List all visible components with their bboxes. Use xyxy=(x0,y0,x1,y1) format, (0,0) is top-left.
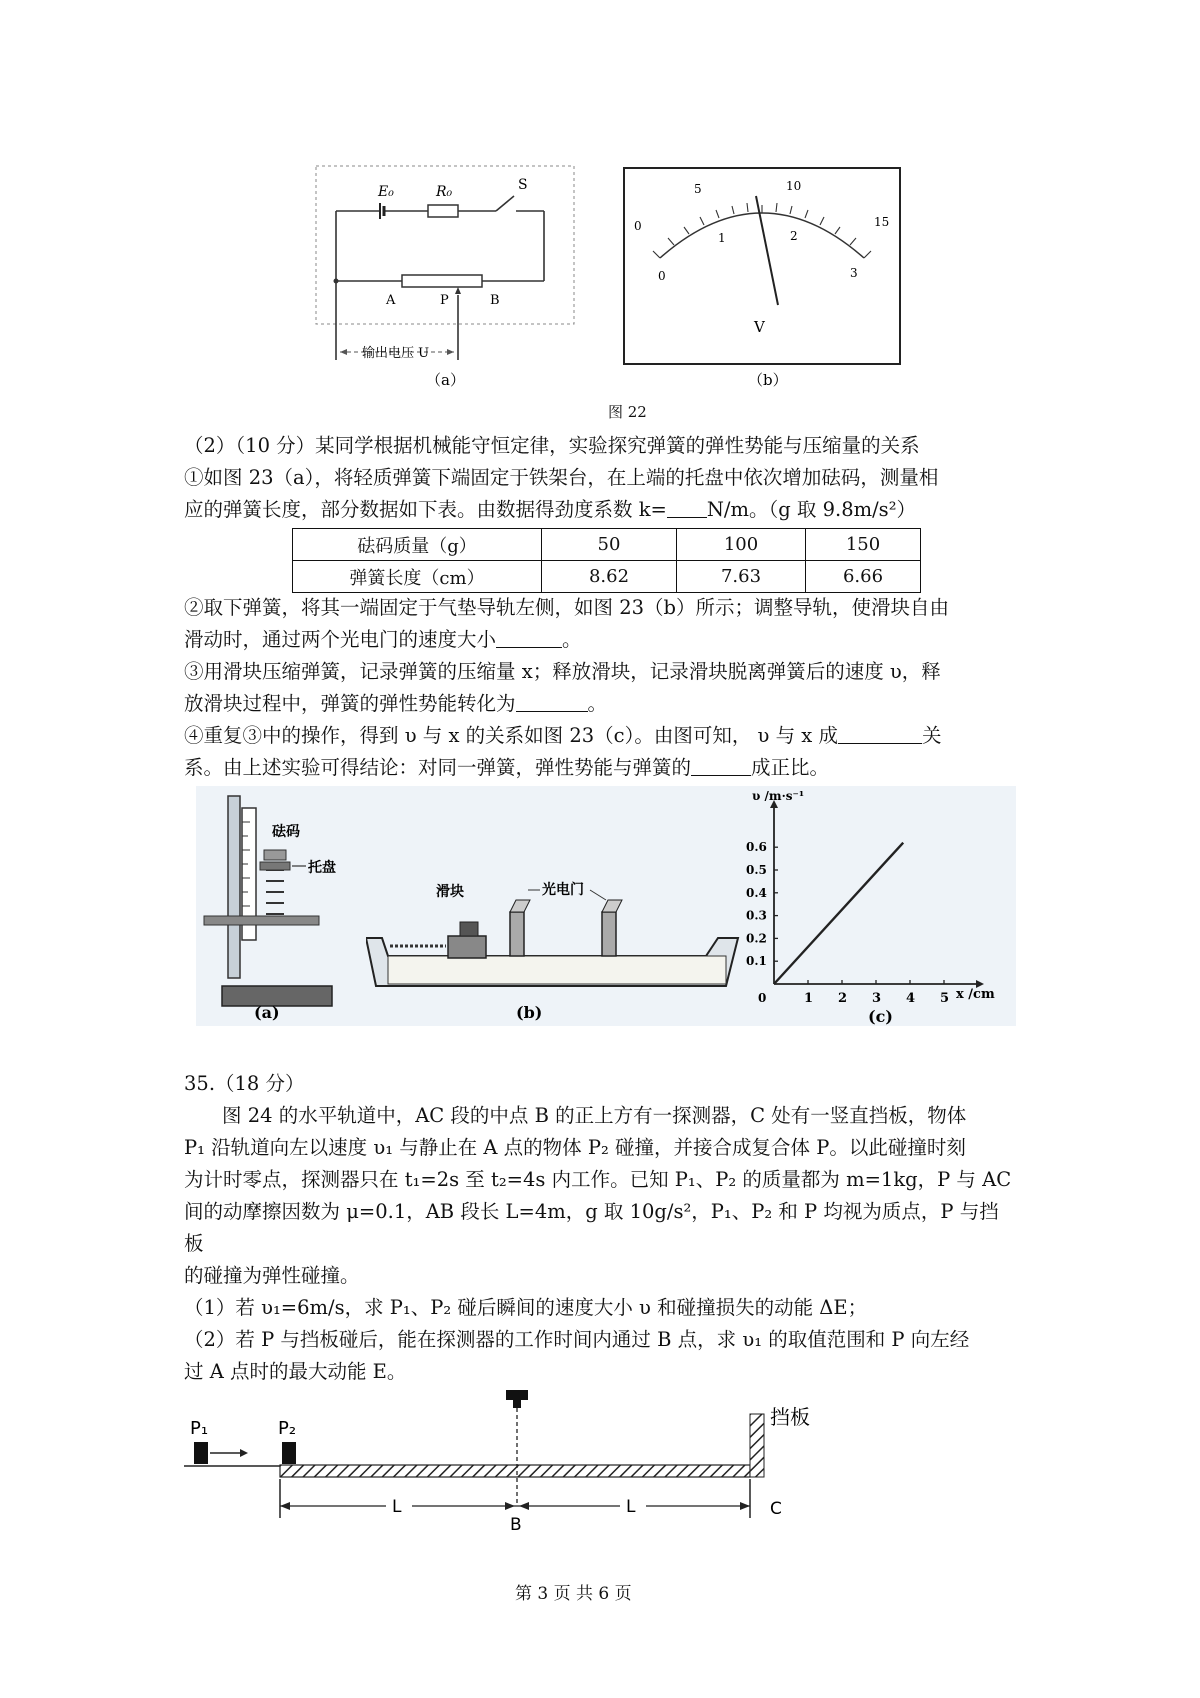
q2-step3-line1: ③用滑块压缩弹簧，记录弹簧的压缩量 x；释放滑块，记录滑块脱离弹簧后的速度 υ，释 xyxy=(184,660,941,683)
chart-y-tick-label: 0.2 xyxy=(746,931,767,946)
upper-tick-0: 0 xyxy=(634,219,642,233)
answer-blank-relation[interactable] xyxy=(838,723,922,744)
block-p2 xyxy=(282,1442,296,1464)
chart-x-tick-label: 1 xyxy=(804,991,814,1006)
chart-y-tick-label: 0.4 xyxy=(746,885,767,900)
table-cell: 弹簧长度（cm） xyxy=(293,561,542,593)
table-row xyxy=(293,561,921,593)
question-35-block xyxy=(184,1068,1014,1388)
barrier-wall xyxy=(750,1414,764,1477)
label-s: S xyxy=(518,177,528,193)
table-row xyxy=(293,529,921,561)
chart-ylabel: υ /m·s⁻¹ xyxy=(752,789,805,803)
voltmeter-unit: V xyxy=(754,318,765,336)
figure-22a-circuit xyxy=(300,160,590,390)
label-p1: P₁ xyxy=(190,1418,209,1439)
answer-blank-speed[interactable] xyxy=(496,627,562,648)
table-cell: 7.63 xyxy=(677,561,806,593)
label-c-point: C xyxy=(770,1499,782,1519)
velocity-arrow-icon xyxy=(240,1449,248,1457)
q35-para-line4: 间的动摩擦因数为 μ=0.1，AB 段长 L=4m，g 取 10g/s²，P₁、P₂ 和 P 均视为质点，P 与挡板 xyxy=(184,1200,999,1255)
answer-blank-energy[interactable] xyxy=(516,691,588,712)
q35-para-line5: 的碰撞为弹性碰撞。 xyxy=(184,1264,360,1287)
q2-step2-line1: ②取下弹簧，将其一端固定于气垫导轨左侧，如图 23（b）所示；调整导轨，使滑块自由 xyxy=(184,596,949,619)
chart-x-tick-label: 2 xyxy=(838,991,848,1006)
figure-22-title: 图 22 xyxy=(608,403,647,421)
q35-sub1: （1）若 υ₁=6m/s，求 P₁、P₂ 碰后瞬间的速度大小 υ 和碰撞损失的动能 ΔE； xyxy=(184,1296,868,1319)
lower-tick-3: 3 xyxy=(850,266,858,280)
q35-sub2-line2: 过 A 点时的最大动能 E。 xyxy=(184,1360,407,1383)
chart-x-tick-label: 4 xyxy=(906,991,916,1006)
chart-y-tick-label: 0.6 xyxy=(746,840,767,855)
rheostat-ab xyxy=(402,275,482,287)
upper-tick-5: 5 xyxy=(694,182,702,196)
figure-24-track xyxy=(180,1384,840,1534)
table-cell: 150 xyxy=(806,529,921,561)
label-b-point: B xyxy=(510,1515,522,1534)
caption-23a: (a) xyxy=(254,1003,280,1022)
resistor-r0 xyxy=(428,205,458,217)
chart-x-tick-label: 3 xyxy=(872,991,882,1006)
question-2-steps xyxy=(184,592,1014,784)
table-cell: 100 xyxy=(677,529,806,561)
q35-para-line3: 为计时零点，探测器只在 t₁=2s 至 t₂=4s 内工作。已知 P₁、P₂ 的质量都为 m=1kg，P 与 AC xyxy=(184,1168,1012,1191)
q35-para-line1: 图 24 的水平轨道中，AC 段的中点 B 的正上方有一探测器，C 处有一竖直挡板，物体 xyxy=(222,1104,967,1127)
chart-x-tick-label: 5 xyxy=(940,991,950,1006)
chart-origin: 0 xyxy=(758,991,767,1005)
data-table xyxy=(292,528,921,593)
label-weights: 砝码 xyxy=(272,824,300,840)
caption-22a: （a） xyxy=(426,371,465,389)
q35-para-line2: P₁ 沿轨道向左以速度 υ₁ 与静止在 A 点的物体 P₂ 碰撞，并接合成复合体 P。以此碰撞时刻 xyxy=(184,1136,966,1159)
label-p2: P₂ xyxy=(278,1418,297,1439)
q2-step4-line1: ④重复③中的操作，得到 υ 与 x 的关系如图 23（c）。由图可知， υ 与 x 成 关 xyxy=(184,724,942,747)
question-2-block xyxy=(184,430,1014,526)
caption-22b: （b） xyxy=(748,371,788,389)
label-p: P xyxy=(440,293,449,308)
chart-y-tick-label: 0.1 xyxy=(746,954,767,969)
figure-23c-chart xyxy=(746,786,1016,1026)
table-cell: 6.66 xyxy=(806,561,921,593)
figure-23b-air-track xyxy=(366,786,746,1026)
label-l1: L xyxy=(392,1497,402,1517)
q2-step2-line2: 滑动时，通过两个光电门的速度大小 。 xyxy=(184,628,582,651)
label-barrier: 挡板 xyxy=(770,1405,810,1429)
q2-step1-line1: ①如图 23（a），将轻质弹簧下端固定于铁架台，在上端的托盘中依次增加砝码，测量相 xyxy=(184,466,939,489)
label-output-voltage: 输出电压 U xyxy=(362,346,430,361)
lower-tick-0: 0 xyxy=(658,269,666,283)
figure-23a-spring-stand xyxy=(196,786,366,1026)
answer-blank-quantity[interactable] xyxy=(691,755,751,776)
upper-tick-10: 10 xyxy=(786,179,802,193)
label-slider: 滑块 xyxy=(436,884,464,900)
chart-y-tick-label: 0.5 xyxy=(746,863,767,877)
q2-step1-line2: 应的弹簧长度，部分数据如下表。由数据得劲度系数 k= N/m。（g 取 9.8m/s²） xyxy=(184,498,917,521)
label-photogate: 光电门 xyxy=(542,882,584,898)
label-r0: R₀ xyxy=(436,184,453,200)
table-cell: 砝码质量（g） xyxy=(293,529,542,561)
q2-step4-line2: 系。由上述实验可得结论：对同一弹簧，弹性势能与弹簧的 成正比。 xyxy=(184,756,830,779)
chart-y-tick-label: 0.3 xyxy=(746,908,767,923)
q35-sub2-line1: （2）若 P 与挡板碰后，能在探测器的工作时间内通过 B 点，求 υ₁ 的取值范围和 P 向左经 xyxy=(184,1328,970,1351)
block-p1 xyxy=(194,1442,208,1464)
label-a: A xyxy=(386,293,396,308)
upper-tick-15: 15 xyxy=(874,215,890,229)
lower-tick-2: 2 xyxy=(790,229,798,243)
answer-blank-k[interactable] xyxy=(667,497,707,518)
figure-22b-voltmeter xyxy=(612,160,912,390)
caption-23c: (c) xyxy=(868,1007,893,1026)
detector xyxy=(506,1390,528,1400)
lower-tick-1: 1 xyxy=(718,231,726,245)
table-cell: 8.62 xyxy=(542,561,677,593)
label-e0: E₀ xyxy=(378,184,394,200)
track-ac xyxy=(280,1465,750,1477)
page-footer: 第 3 页 共 6 页 xyxy=(515,1584,632,1604)
label-b: B xyxy=(490,293,500,308)
caption-23b: (b) xyxy=(516,1003,543,1022)
table-cell: 50 xyxy=(542,529,677,561)
q35-heading: 35.（18 分） xyxy=(184,1072,305,1095)
label-tray: 托盘 xyxy=(308,860,336,876)
q2-heading: （2）（10 分）某同学根据机械能守恒定律，实验探究弹簧的弹性势能与压缩量的关系 xyxy=(184,434,920,457)
q2-step3-line2: 放滑块过程中，弹簧的弹性势能转化为 。 xyxy=(184,692,608,715)
chart-xlabel: x /cm xyxy=(956,987,995,1002)
label-l2: L xyxy=(626,1497,636,1517)
